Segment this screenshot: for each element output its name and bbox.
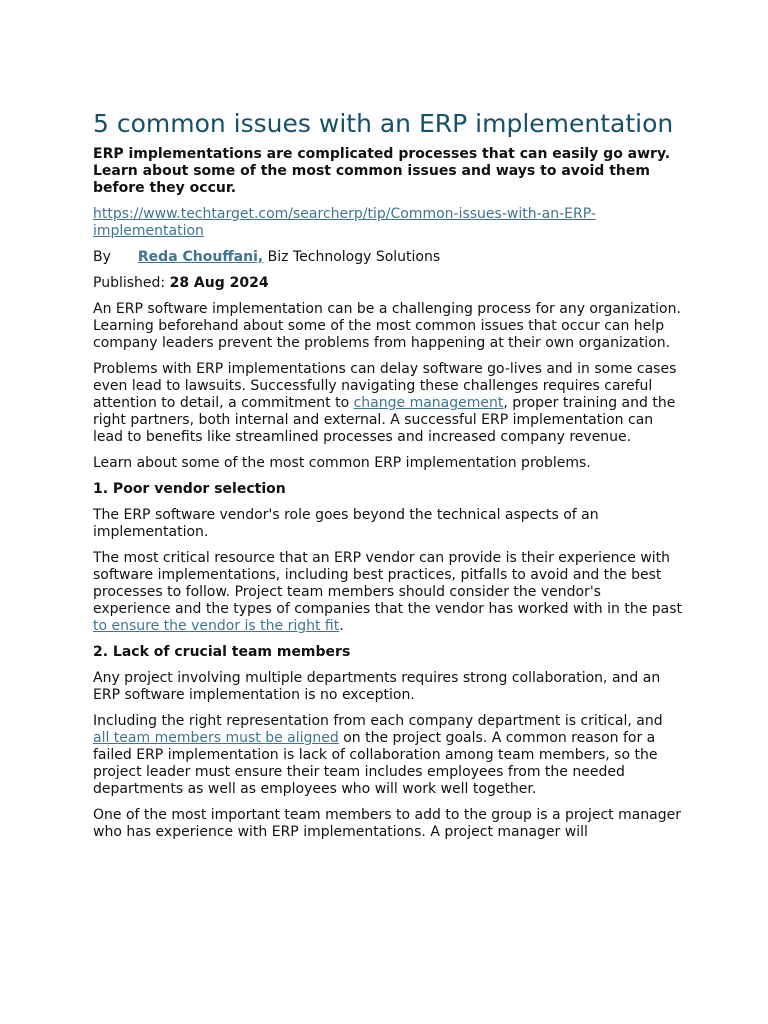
intro-paragraph-2 (93, 361, 683, 446)
published-line (93, 275, 683, 292)
published-date: 28 Aug 2024 (169, 275, 269, 291)
section-2-paragraph-2 (93, 713, 683, 798)
intro-paragraph-3: Learn about some of the most common ERP implementation problems. (93, 455, 591, 471)
section-2-paragraph-2-text-before: Including the right representation from each company department is critical, and (93, 713, 663, 729)
section-1-paragraph-1: The ERP software vendor's role goes beyond the technical aspects of an implementation. (93, 507, 599, 540)
byline (93, 249, 683, 266)
intro-paragraph-2-text-after: , proper training and the right partners, both internal and external. A successful ERP implementation can lead to benefits like streamlined processes and increased company revenue. (93, 395, 676, 445)
article-title: 5 common issues with an ERP implementation (93, 109, 674, 138)
source-url-link[interactable]: https://www.techtarget.com/searcherp/tip/Common-issues-with-an-ERP-implementation (93, 206, 596, 239)
section-1-paragraph-2 (93, 550, 683, 635)
section-2-paragraph-3: One of the most important team members to add to the group is a project manager who has experience with ERP implementations. A project manager will (93, 807, 682, 840)
section-1-paragraph-2-text-before: The most critical resource that an ERP vendor can provide is their experience with software implementations, including best practices, pitfalls to avoid and the best processes to follow. Project team members should consider the vendor's experience and the types of companies that the vendor has worked with in the past (93, 550, 683, 617)
article (93, 108, 683, 850)
author-org: Biz Technology Solutions (263, 249, 441, 265)
intro-paragraph-2-text-before: Problems with ERP implementations can delay software go-lives and in some cases even lead to lawsuits. Successfully navigating these challenges requires careful attention to detail, a commitment to (93, 361, 677, 411)
section-heading-1: 1. Poor vendor selection (93, 481, 286, 497)
published-label: Published: (93, 275, 170, 291)
by-label: By (93, 249, 111, 265)
author-link[interactable]: Reda Chouffani, (137, 249, 264, 265)
intro-paragraph-1: An ERP software implementation can be a challenging process for any organization. Learning beforehand about some of the most common issues that occur can help company leaders prevent the problems from happening at their own organization. (93, 301, 681, 351)
article-lead: ERP implementations are complicated processes that can easily go awry. Learn about some of the most common issues and ways to avoid them before they occur. (93, 146, 671, 196)
section-2-paragraph-1: Any project involving multiple departments requires strong collaboration, and an ERP software implementation is no exception. (93, 670, 661, 703)
change-management-link[interactable]: change management (353, 395, 504, 411)
vendor-right-fit-link[interactable]: to ensure the vendor is the right fit (93, 618, 340, 634)
section-heading-2: 2. Lack of crucial team members (93, 644, 351, 660)
team-aligned-link[interactable]: all team members must be aligned (93, 730, 339, 746)
section-1-paragraph-2-text-after: . (339, 618, 344, 634)
section-2-paragraph-2-text-after: on the project goals. A common reason for a failed ERP implementation is lack of collaboration among team members, so the project leader must ensure their team includes employees from the needed departments as well as employees who will work well together. (93, 730, 658, 797)
source-url-paragraph (93, 206, 683, 240)
